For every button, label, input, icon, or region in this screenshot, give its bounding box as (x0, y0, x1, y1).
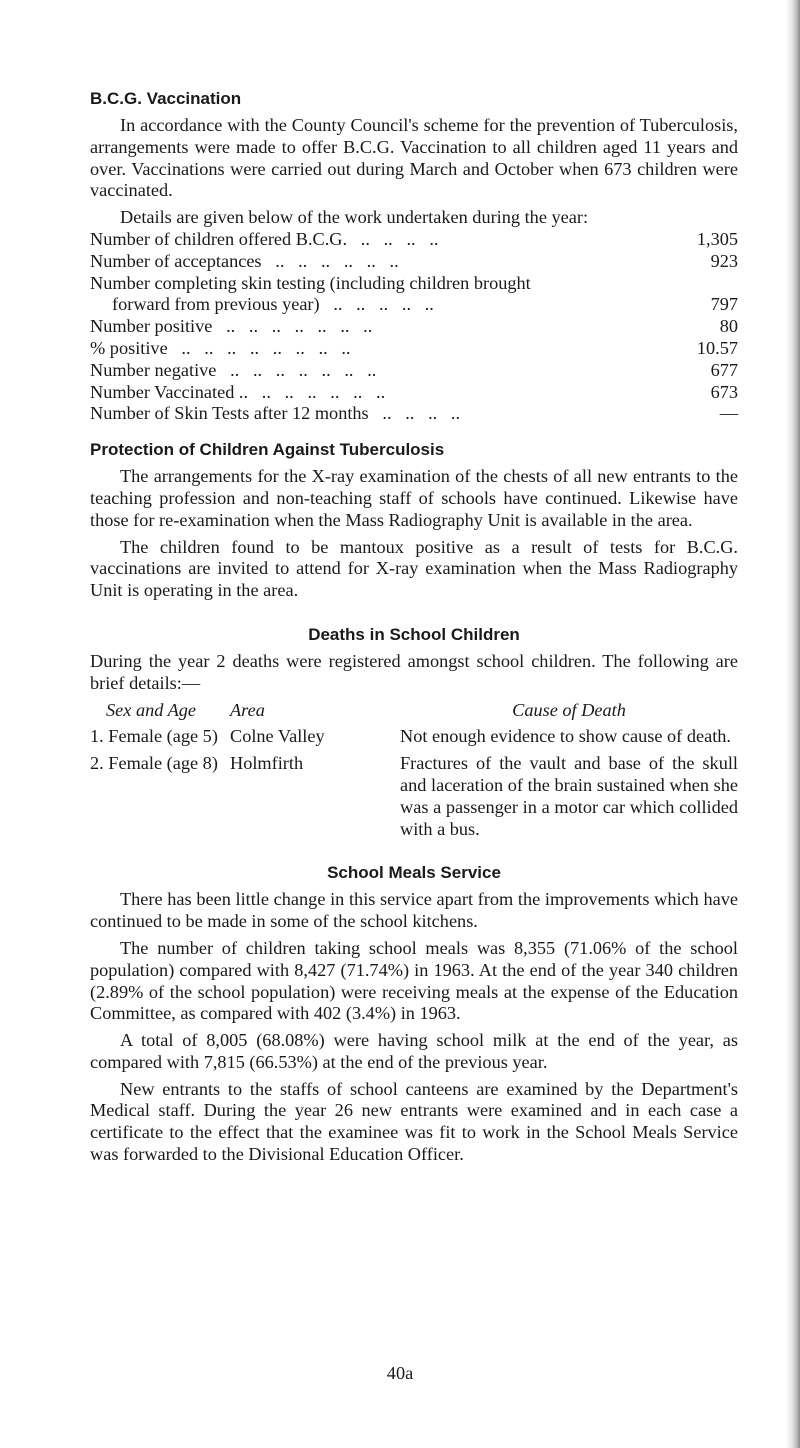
deaths-heading: Deaths in School Children (308, 624, 520, 644)
stat-label: Number completing skin testing (including children brought (90, 272, 531, 293)
stat-label: % positive .. .. .. .. .. .. .. .. (90, 337, 351, 358)
bcg-heading: B.C.G. Vaccination (90, 89, 242, 108)
stat-value: 673 (710, 381, 738, 402)
meals-heading: School Meals Service (327, 863, 501, 883)
bcg-paragraph-1: In accordance with the County Council's scheme for the prevention of Tuberculosis, arrangements were made to offer B.C.G. Vaccination to all children aged 11 years and over. Vaccinations were carried out during March and October when 673 children were vaccinated. (90, 115, 738, 201)
stat-row (90, 382, 738, 404)
column-sex-age: Sex and Age (106, 699, 197, 720)
meals-paragraph-1: There has been little change in this service apart from the improvements which have continued to be made in some of the school kitchens. (90, 889, 738, 932)
stat-value: 80 (719, 316, 738, 337)
document-page (90, 88, 738, 1166)
stat-value: 797 (710, 294, 738, 315)
stat-label: Number Vaccinated .. .. .. .. .. .. .. (90, 381, 386, 402)
deaths-intro: During the year 2 deaths were registered amongst school children. The following are brief details:— (90, 650, 738, 693)
stat-label: Number positive .. .. .. .. .. .. .. (90, 316, 373, 337)
stat-value: 923 (710, 250, 738, 271)
page-number: 40a (386, 1363, 414, 1383)
stat-row (90, 360, 738, 382)
page-edge-shadow (786, 0, 800, 1448)
table-row (90, 753, 738, 840)
meals-paragraph-3: A total of 8,005 (68.08%) were having school milk at the end of the year, as compared with 7,815 (66.53%) at the end of the previous year. (90, 1030, 738, 1072)
stat-label: Number of children offered B.C.G. .. .. .. .. (90, 228, 439, 249)
bcg-stats-list (90, 229, 738, 425)
cell-area: Colne Valley (230, 726, 325, 747)
table-row (90, 726, 738, 748)
stat-row (90, 273, 738, 295)
column-cause: Cause of Death (512, 699, 626, 720)
stat-label: Number of Skin Tests after 12 months .. .. .. .. (90, 403, 461, 424)
cell-sex-age: 2. Female (age 8) (90, 753, 218, 774)
stat-label: Number negative .. .. .. .. .. .. .. (90, 359, 377, 380)
stat-row (90, 251, 738, 273)
stat-value: 10.57 (696, 337, 738, 358)
stat-value: 1,305 (696, 228, 738, 249)
stat-row (90, 338, 738, 360)
stat-value: — (719, 403, 738, 424)
cell-cause: Fractures of the vault and base of the skull and laceration of the brain sustained when she was a passenger in a motor car which collided with a bus. (400, 753, 738, 839)
cell-area: Holmfirth (230, 753, 304, 774)
stat-value: 677 (710, 359, 738, 380)
cell-cause: Not enough evidence to show cause of death. (400, 726, 731, 747)
bcg-paragraph-2: Details are given below of the work undertaken during the year: (120, 207, 589, 228)
meals-paragraph-4: New entrants to the staffs of school canteens are examined by the Department's Medical staff. During the year 26 new entrants were examined and in each case a certificate to the effect that the examinee was fit to work in the School Meals Service was forwarded to the Divisional Education Officer. (90, 1078, 738, 1165)
stat-label: Number of acceptances .. .. .. .. .. .. (90, 250, 399, 271)
protection-paragraph-1: The arrangements for the X-ray examination of the chests of all new entrants to the teaching profession and non-teaching staff of schools have continued. Likewise have those for re-examination when the Mass Radiography Unit is available in the area. (90, 466, 738, 530)
column-area: Area (230, 699, 265, 720)
stat-row (90, 229, 738, 251)
stat-row (90, 294, 738, 316)
protection-heading: Protection of Children Against Tuberculosis (90, 440, 445, 460)
stat-label: forward from previous year) .. .. .. .. .. (112, 294, 434, 315)
protection-paragraph-2: The children found to be mantoux positive as a result of tests for B.C.G. vaccinations are invited to attend for X-ray examination when the Mass Radiography Unit is operating in the area. (90, 536, 738, 601)
stat-row (90, 316, 738, 338)
deaths-table-header (90, 700, 738, 722)
stat-row (90, 403, 738, 425)
cell-sex-age: 1. Female (age 5) (90, 726, 218, 747)
meals-paragraph-2: The number of children taking school meals was 8,355 (71.06% of the school population) compared with 8,427 (71.74%) in 1963. At the end of the year 340 children (2.89% of the school population) were receiving meals at the expense of the Education Committee, as compared with 402 (3.4%) in 1963. (90, 937, 738, 1024)
